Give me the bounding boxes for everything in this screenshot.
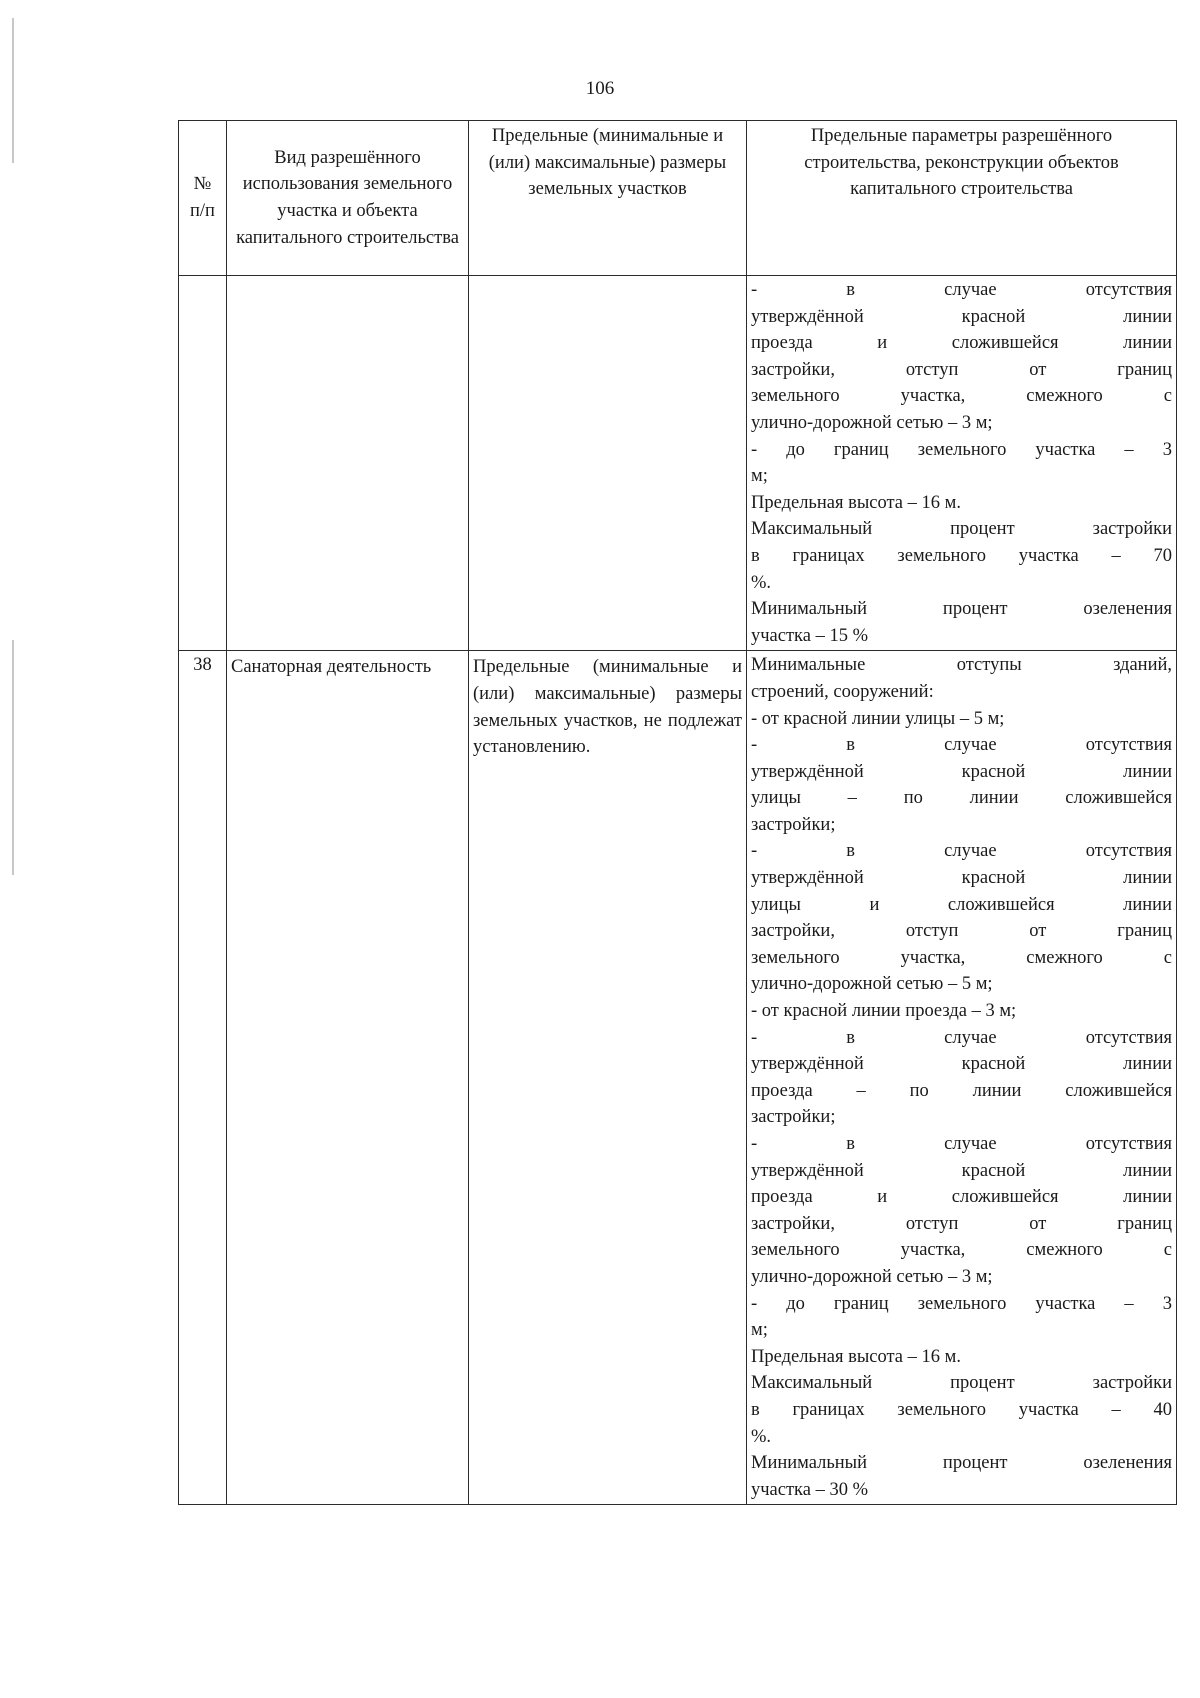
params-line: застройки, отступ от границ <box>751 359 1172 380</box>
params-line: проезда и сложившейся линии <box>751 333 1172 354</box>
header-params: Предельные параметры разрешённого строительства, реконструкции объектов капитального строительства <box>747 121 1177 276</box>
table-header-row <box>179 121 1177 276</box>
params-line: утверждённой красной линии <box>751 868 1172 889</box>
table-row <box>179 651 1177 1505</box>
plot-sizes-cell: Предельные (минимальные и (или) максимальные) размеры земельных участков, не подлежат установлению. <box>469 651 747 1505</box>
params-line: проезда и сложившейся линии <box>751 1187 1172 1208</box>
params-line: застройки, отступ от границ <box>751 921 1172 942</box>
params-line: Минимальный процент озеленения <box>751 1453 1172 1474</box>
params-line: - в случае отсутствия <box>751 1027 1172 1048</box>
header-use-type: Вид разрешённого использования земельного участка и объекта капитального строительства <box>227 121 469 276</box>
plot-sizes-cell <box>469 276 747 651</box>
params-line: застройки; <box>751 1107 836 1128</box>
use-type-cell: Санаторная деятельность <box>227 651 469 1505</box>
params-line: улично-дорожной сетью – 3 м; <box>751 1266 993 1287</box>
params-line: в границах земельного участка – 70 <box>751 545 1172 566</box>
params-line: - в случае отсутствия <box>751 735 1172 756</box>
header-plot-sizes: Предельные (минимальные и (или) максимальные) размеры земельных участков <box>469 121 747 276</box>
params-line: м; <box>751 466 768 487</box>
params-line: Минимальный процент озеленения <box>751 599 1172 620</box>
params-line: улицы – по линии сложившейся <box>751 788 1172 809</box>
params-line: застройки, отступ от границ <box>751 1213 1172 1234</box>
params-line: - от красной линии улицы – 5 м; <box>751 708 1005 729</box>
use-type-cell <box>227 276 469 651</box>
params-line: улицы и сложившейся линии <box>751 894 1172 915</box>
params-line: - до границ земельного участка – 3 <box>751 439 1172 460</box>
scan-edge-mark <box>12 640 14 875</box>
params-line: застройки; <box>751 814 836 835</box>
params-line: - в случае отсутствия <box>751 841 1172 862</box>
params-line: Максимальный процент застройки <box>751 519 1172 540</box>
params-line: строений, сооружений: <box>751 681 934 702</box>
params-line: улично-дорожной сетью – 5 м; <box>751 974 993 995</box>
params-line: Предельная высота – 16 м. <box>751 492 961 513</box>
params-line: в границах земельного участка – 40 <box>751 1399 1172 1420</box>
params-line: - в случае отсутствия <box>751 1134 1172 1154</box>
row-number-cell <box>179 276 227 651</box>
row-number-cell: 38 <box>179 651 227 1505</box>
params-line: участка – 30 % <box>751 1479 869 1500</box>
header-num: № п/п <box>179 121 227 276</box>
params-line: %. <box>751 572 772 593</box>
page-number: 106 <box>585 78 615 99</box>
params-line: утверждённой красной линии <box>751 761 1172 782</box>
params-line: улично-дорожной сетью – 3 м; <box>751 412 993 433</box>
params-line: земельного участка, смежного с <box>751 386 1172 407</box>
params-line: - от красной линии проезда – 3 м; <box>751 1001 1017 1022</box>
params-line: земельного участка, смежного с <box>751 1240 1172 1261</box>
params-line: утверждённой красной линии <box>751 1160 1172 1181</box>
params-line: Минимальные отступы зданий, <box>751 655 1172 676</box>
params-line: м; <box>751 1320 768 1341</box>
params-line: утверждённой красной линии <box>751 1054 1172 1075</box>
params-line: Максимальный процент застройки <box>751 1373 1172 1394</box>
params-line: земельного участка, смежного с <box>751 947 1172 968</box>
params-cell <box>747 651 1177 1505</box>
table-row <box>179 276 1177 651</box>
params-line: %. <box>751 1426 772 1447</box>
land-use-regulations-table <box>178 120 1177 1505</box>
params-cell <box>747 276 1177 651</box>
params-line: участка – 15 % <box>751 625 869 646</box>
params-line: утверждённой красной линии <box>751 306 1172 327</box>
params-line: - до границ земельного участка – 3 <box>751 1293 1172 1314</box>
params-line: проезда – по линии сложившейся <box>751 1080 1172 1101</box>
params-line: Предельная высота – 16 м. <box>751 1346 961 1367</box>
params-line: - в случае отсутствия <box>751 280 1172 300</box>
